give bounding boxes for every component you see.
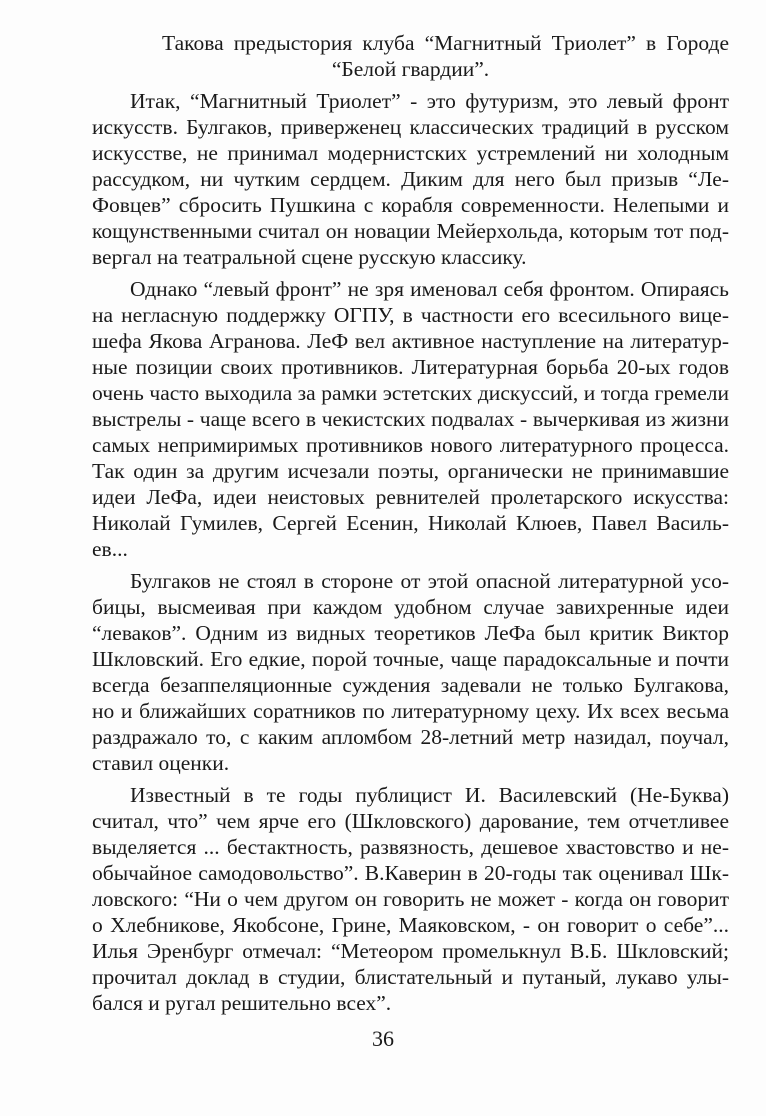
text-line: “леваков”. Одним из видных теоретиков ЛеФа был критик Виктор [92, 621, 729, 645]
text-line: раздражало то, с каким апломбом 28-летний метр назидал, поучал, [92, 725, 729, 749]
text-line: Такова предыстория клуба “Магнитный Триолет” в Городе [162, 31, 729, 55]
text-line: бался и ругал решительно всех”. [92, 991, 392, 1015]
paragraph-1 [92, 30, 729, 82]
text-line: ев... [92, 537, 128, 561]
text-line: Так один за другим исчезали поэты, органически не принимавшие [92, 459, 729, 483]
text-line: Известный в те годы публицист И. Василевский (Не-Буква) [130, 783, 729, 807]
text-line: ные позиции своих противников. Литературная борьба 20-ых годов [92, 355, 729, 379]
text-line: ставил оценки. [92, 751, 230, 775]
text-line: Фовцев” сбросить Пушкина с корабля современности. Нелепыми и [92, 193, 729, 217]
text-line: рассудком, ни чутким сердцем. Диким для него был призыв “Ле- [92, 167, 729, 191]
page-number: 36 [372, 1026, 394, 1051]
text-line: шефа Якова Агранова. ЛеФ вел активное наступление на литератур- [92, 329, 729, 353]
text-line: но и ближайших соратников по литературному цеху. Их всех весьма [92, 699, 729, 723]
text-line: Булгаков не стоял в стороне от этой опасной литературной усо- [130, 569, 729, 593]
text-line: Шкловский. Его едкие, порой точные, чаще парадоксальные и почти [92, 647, 729, 671]
text-line: обычайное самодовольство”. В.Каверин в 20-годы так оценивал Шк- [92, 861, 729, 885]
text-line: на негласную поддержку ОГПУ, в частности его всесильного вице- [92, 303, 729, 327]
text-line: прочитал доклад в студии, блистательный и путаный, лукаво улы- [92, 965, 729, 989]
text-line: очень часто выходила за рамки эстетских дискуссий, и тогда гремели [92, 381, 729, 405]
text-line: Однако “левый фронт” не зря именовал себя фронтом. Опираясь [130, 277, 729, 301]
text-line: Илья Эренбург отмечал: “Метеором промелькнул В.Б. Шкловский; [92, 939, 729, 963]
text-line: самых непримиримых противников нового литературного процесса. [92, 433, 729, 457]
paragraph-4 [92, 568, 729, 776]
text-line: кощунственными считал он новации Мейерхольда, которым тот под- [92, 219, 729, 243]
text-line: считал, что” чем ярче его (Шкловского) дарование, тем отчетливее [92, 809, 729, 833]
body-text [92, 30, 729, 1022]
paragraph-2 [92, 88, 729, 270]
text-line: идеи ЛеФа, идеи неистовых ревнителей пролетарского искусства: [92, 485, 729, 509]
paragraph-3 [92, 276, 729, 562]
text-line: искусств. Булгаков, приверженец классических традиций в русском [92, 115, 729, 139]
text-line: “Белой гвардии”. [331, 57, 490, 81]
text-line: выстрелы - чаще всего в чекистских подвалах - вычеркивая из жизни [92, 407, 729, 431]
text-line: вергал на театральной сцене русскую классику. [92, 245, 527, 269]
text-line: выделяется ... бестактность, развязность, дешевое хвастовство и не- [92, 835, 729, 859]
text-line: всегда безаппеляционные суждения задевали не только Булгакова, [92, 673, 729, 697]
text-line: бицы, высмеивая при каждом удобном случае завихренные идеи [92, 595, 729, 619]
text-line: ловского: “Ни о чем другом он говорить не может - когда он говорит [92, 887, 729, 911]
text-line: искусстве, не принимал модернистских устремлений ни холодным [92, 141, 729, 165]
text-line: о Хлебникове, Якобсоне, Грине, Маяковском, - он говорит о себе”... [92, 913, 729, 937]
text-line: Николай Гумилев, Сергей Есенин, Николай Клюев, Павел Василь- [92, 511, 729, 535]
text-line: Итак, “Магнитный Триолет” - это футуризм, это левый фронт [130, 89, 729, 113]
paragraph-5 [92, 782, 729, 1016]
